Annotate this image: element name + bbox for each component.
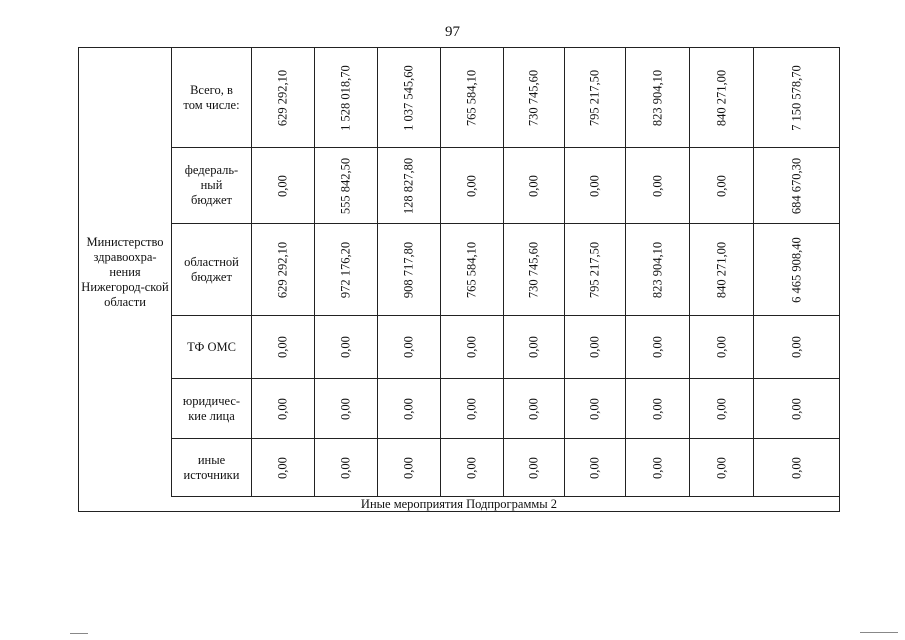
value-cell — [690, 379, 754, 438]
value-text: 6 465 908,40 — [789, 236, 803, 303]
value-cell — [754, 48, 839, 147]
value-cell — [690, 148, 754, 223]
value-cell — [754, 316, 839, 378]
value-text: 0,00 — [789, 336, 803, 358]
value-cell — [441, 316, 504, 378]
value-text: 1 528 018,70 — [338, 64, 353, 131]
value-cell — [441, 439, 504, 496]
value-cell — [626, 48, 690, 147]
value-cell — [504, 148, 565, 223]
value-text: 0,00 — [401, 397, 416, 420]
value-cell — [441, 148, 504, 223]
value-text: 0,00 — [650, 174, 664, 197]
value-text: 823 904,10 — [650, 69, 664, 126]
value-cell — [565, 439, 626, 496]
value-text: 1 037 545,60 — [401, 64, 416, 131]
row-tfoms — [172, 316, 840, 379]
organization-name: Министерство здравоохра-нения Нижегород-ской области — [81, 235, 169, 309]
value-text: 0,00 — [338, 456, 353, 479]
value-cell — [252, 316, 315, 378]
value-cell — [504, 379, 565, 438]
value-text: 629 292,10 — [275, 69, 290, 126]
value-cell — [754, 439, 839, 496]
value-cell — [252, 439, 315, 496]
value-cell — [690, 316, 754, 378]
value-cell — [690, 48, 754, 147]
value-cell — [315, 379, 378, 438]
value-text: 0,00 — [275, 174, 290, 197]
value-text: 972 176,20 — [338, 241, 353, 298]
value-cell — [441, 224, 504, 315]
value-text: 555 842,50 — [338, 157, 353, 214]
value-cell — [504, 224, 565, 315]
value-text: 629 292,10 — [275, 241, 290, 298]
value-text: 840 271,00 — [714, 241, 728, 298]
value-text: 0,00 — [464, 456, 479, 479]
value-cell — [754, 224, 839, 315]
row-total — [172, 48, 840, 148]
value-text: 908 717,80 — [401, 241, 416, 298]
value-cell — [252, 224, 315, 315]
value-text: 0,00 — [275, 336, 290, 358]
value-cell — [315, 316, 378, 378]
value-cell — [565, 379, 626, 438]
scan-artifact-line — [860, 632, 898, 633]
organization-cell — [79, 48, 172, 497]
value-text: 795 217,50 — [587, 69, 602, 126]
row-legal — [172, 379, 840, 439]
value-cell — [626, 224, 690, 315]
value-cell — [754, 379, 839, 438]
footer-row: Иные мероприятия Подпрограммы 2 — [360, 497, 558, 511]
value-text: 0,00 — [789, 456, 803, 479]
value-cell — [315, 224, 378, 315]
row-label: федераль- ный бюджет — [172, 148, 252, 223]
value-cell — [315, 48, 378, 147]
value-cell — [626, 148, 690, 223]
value-text: 823 904,10 — [650, 241, 664, 298]
row-other — [172, 439, 840, 497]
value-text: 0,00 — [464, 336, 479, 358]
value-text: 0,00 — [714, 174, 728, 197]
value-text: 0,00 — [526, 456, 541, 479]
page-number: 97 — [445, 24, 460, 40]
value-text: 0,00 — [714, 336, 728, 358]
value-text: 730 745,60 — [526, 241, 541, 298]
value-text: 0,00 — [464, 174, 479, 197]
value-cell — [252, 48, 315, 147]
value-text: 730 745,60 — [526, 69, 541, 126]
value-cell — [378, 316, 441, 378]
value-cell — [441, 48, 504, 147]
budget-table — [78, 47, 840, 512]
value-text: 0,00 — [464, 397, 479, 420]
value-cell — [315, 148, 378, 223]
scan-artifact-line — [70, 633, 88, 634]
value-cell — [378, 48, 441, 147]
value-text: 0,00 — [526, 174, 541, 197]
value-text: 684 670,30 — [789, 157, 803, 214]
value-cell — [252, 148, 315, 223]
value-cell — [504, 48, 565, 147]
value-cell — [378, 379, 441, 438]
value-text: 840 271,00 — [714, 69, 728, 126]
value-cell — [441, 379, 504, 438]
value-text: 0,00 — [650, 397, 664, 420]
value-text: 765 584,10 — [464, 241, 479, 298]
value-cell — [754, 148, 839, 223]
value-cell — [378, 224, 441, 315]
value-cell — [626, 439, 690, 496]
value-cell — [565, 316, 626, 378]
row-label: Всего, в том числе: — [172, 48, 252, 147]
value-text: 0,00 — [714, 397, 728, 420]
value-text: 765 584,10 — [464, 69, 479, 126]
row-label: областной бюджет — [172, 224, 252, 315]
value-cell — [378, 439, 441, 496]
value-cell — [626, 379, 690, 438]
value-text: 0,00 — [275, 456, 290, 479]
value-cell — [252, 379, 315, 438]
value-cell — [565, 48, 626, 147]
value-text: 0,00 — [401, 456, 416, 479]
value-text: 0,00 — [338, 397, 353, 420]
row-regional — [172, 224, 840, 316]
value-text: 0,00 — [587, 456, 602, 479]
value-text: 0,00 — [650, 336, 664, 358]
value-cell — [690, 439, 754, 496]
value-text: 795 217,50 — [587, 241, 602, 298]
value-text: 7 150 578,70 — [789, 64, 803, 131]
value-cell — [378, 148, 441, 223]
row-label: иные источники — [172, 439, 252, 496]
value-text: 0,00 — [275, 397, 290, 420]
value-cell — [565, 148, 626, 223]
row-label: ТФ ОМС — [172, 316, 252, 378]
value-text: 0,00 — [526, 336, 541, 358]
value-cell — [626, 316, 690, 378]
value-text: 0,00 — [714, 456, 728, 479]
row-federal — [172, 148, 840, 224]
value-text: 0,00 — [401, 336, 416, 358]
row-label: юридичес- кие лица — [172, 379, 252, 438]
value-cell — [565, 224, 626, 315]
value-text: 128 827,80 — [401, 157, 416, 214]
value-text: 0,00 — [587, 174, 602, 197]
value-text: 0,00 — [587, 397, 602, 420]
value-cell — [315, 439, 378, 496]
value-cell — [690, 224, 754, 315]
value-text: 0,00 — [789, 397, 803, 420]
value-text: 0,00 — [338, 336, 353, 358]
value-text: 0,00 — [650, 456, 664, 479]
value-text: 0,00 — [587, 336, 602, 358]
value-text: 0,00 — [526, 397, 541, 420]
value-cell — [504, 316, 565, 378]
value-cell — [504, 439, 565, 496]
